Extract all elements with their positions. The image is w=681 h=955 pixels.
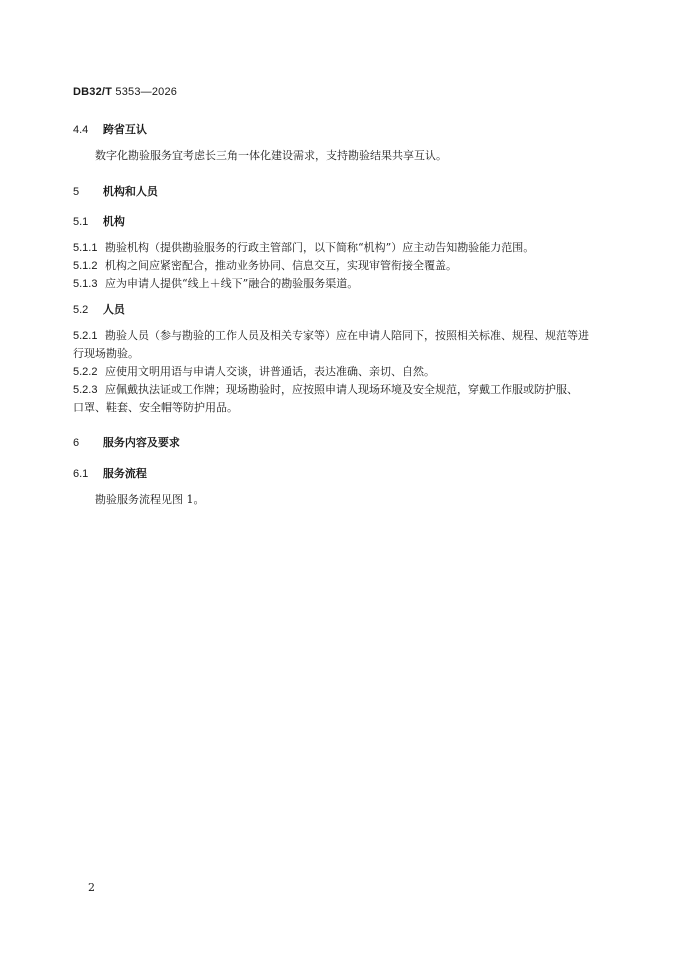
clause-5-2-2 [73,363,613,381]
section-5-heading [73,183,613,201]
document-header [73,86,177,98]
clause-text: 应佩戴执法证或工作牌；现场勘验时，应按照申请人现场环境及安全规范，穿戴工作服或防护服、 [105,383,578,396]
clause-5-2-1 [73,327,613,345]
clause-text: 机构之间应紧密配合，推动业务协同、信息交互，实现审管衔接全覆盖。 [105,259,457,272]
page-number: 2 [88,881,95,894]
section-title: 跨省互认 [102,123,147,136]
clause-number: 5.2.3 [73,384,98,396]
section-number: 5.2 [73,304,89,316]
section-5-1-heading [73,213,613,231]
section-title: 人员 [102,303,125,316]
section-title: 服务内容及要求 [102,436,180,449]
section-4-4-text: 数字化勘验服务宜考虑长三角一体化建设需求，支持勘验结果共享互认。 [95,149,447,162]
clause-text: 应使用文明用语与申请人交谈，讲普通话，表达准确、亲切、自然。 [105,365,435,378]
clause-text: 勘验机构（提供勘验服务的行政主管部门，以下简称“机构”）应主动告知勘验能力范围。 [105,241,535,254]
section-number: 6.1 [73,468,89,480]
clause-number: 5.1.3 [73,278,98,290]
clause-number: 5.2.1 [73,330,98,342]
clause-number: 5.1.1 [73,242,98,254]
section-6-1-heading [73,465,613,483]
section-number: 6 [73,437,80,449]
clause-5-2-1-continuation: 行现场勘验。 [73,347,139,360]
section-title: 机构和人员 [102,185,158,198]
section-number: 4.4 [73,124,89,136]
section-6-1-text: 勘验服务流程见图 1。 [95,493,205,506]
clause-5-1-1 [73,239,613,257]
standard-number: 5353—2026 [115,86,178,98]
section-4-4-heading [73,121,613,139]
clause-text: 应为申请人提供“线上＋线下”融合的勘验服务渠道。 [105,277,359,290]
clause-number: 5.1.2 [73,260,98,272]
clause-number: 5.2.2 [73,366,98,378]
section-number: 5 [73,186,80,198]
section-title: 服务流程 [102,467,147,480]
section-5-2-heading [73,301,613,319]
clause-5-2-3-continuation: 口罩、鞋套、安全帽等防护用品。 [73,401,238,414]
clause-5-1-2 [73,257,613,275]
section-number: 5.1 [73,216,89,228]
clause-5-1-3 [73,275,613,293]
section-6-heading [73,434,613,452]
clause-5-2-3 [73,381,613,399]
clause-text: 勘验人员（参与勘验的工作人员及相关专家等）应在申请人陪同下，按照相关标准、规程、规范等进 [105,329,589,342]
standard-code: DB32/T [73,86,113,98]
section-title: 机构 [102,215,125,228]
